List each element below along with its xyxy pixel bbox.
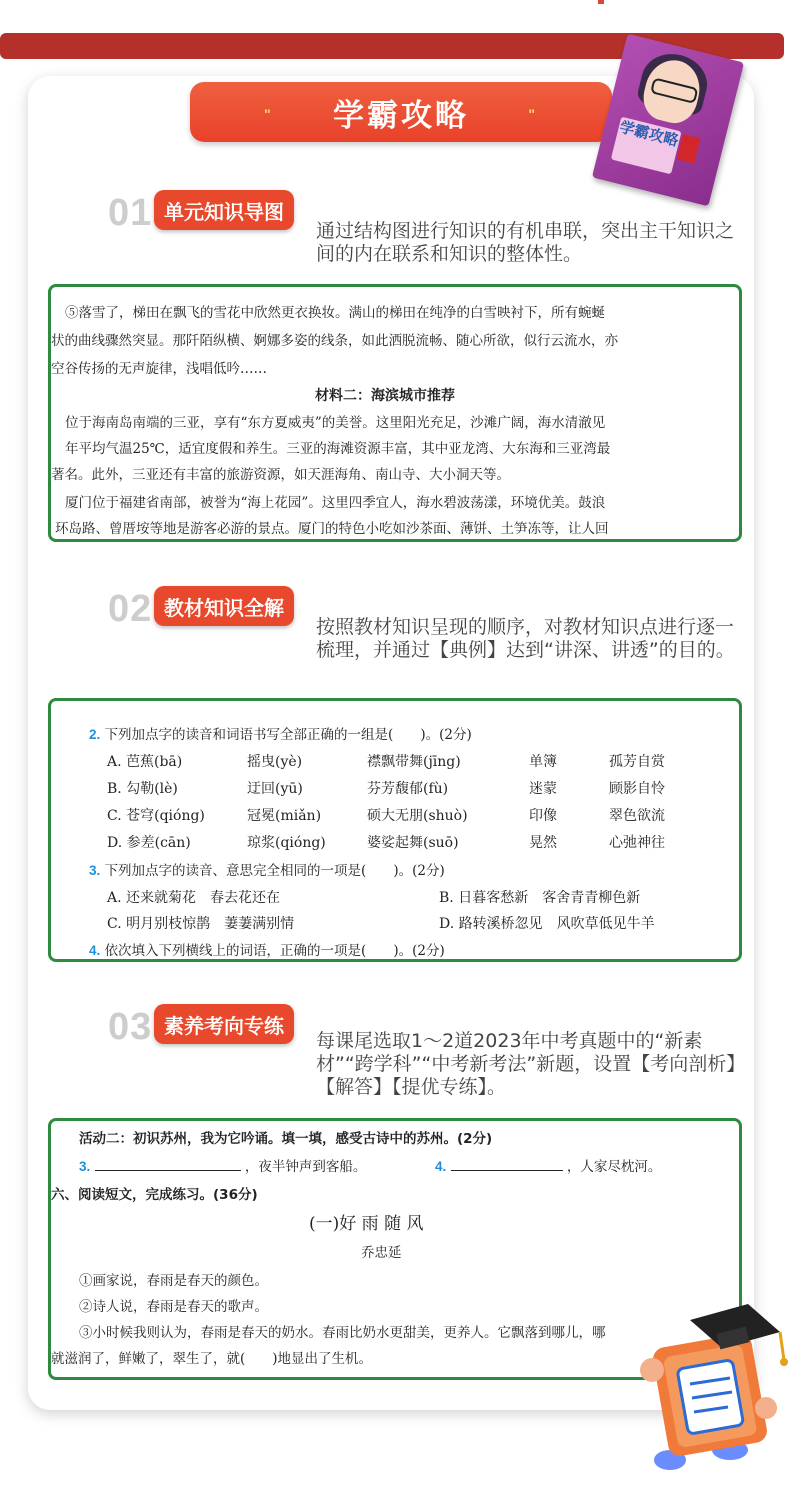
text-line: 环岛路、曾厝垵等地是游客必游的景点。厦门的特色小吃如沙茶面、薄饼、土笋冻等，让人回 bbox=[55, 521, 609, 537]
option-cell: C. 明月别枝惊鹊 萋萋满别情 bbox=[107, 916, 295, 932]
sample-page-questions bbox=[48, 698, 742, 962]
option-cell: A. 芭蕉(bā) bbox=[107, 754, 183, 770]
question bbox=[89, 859, 445, 879]
section-description: 每课尾选取1～2道2023年中考真题中的“新素材”“跨学科”“中考新考法”新题，设置【考向剖析】【解答】【提优专练】。 bbox=[316, 1030, 746, 1098]
activity-text: 活动二：初识苏州，我为它吟诵。填一填，感受古诗中的苏州。(2分) bbox=[79, 1131, 493, 1147]
option-cell: 晃然 bbox=[529, 835, 557, 851]
question-text: 下列加点字的读音和词语书写全部正确的一组是( )。(2分) bbox=[104, 727, 472, 743]
option-cell: 摇曳(yè) bbox=[247, 754, 303, 770]
option-cell: 翠色欲流 bbox=[609, 808, 665, 824]
option-cell: 婆娑起舞(suō) bbox=[367, 835, 459, 851]
section-number: 01 bbox=[108, 192, 153, 234]
text-line: 著名。此外，三亚还有丰富的旅游资源，如天涯海角、南山寺、大小洞天等。 bbox=[51, 467, 510, 483]
section-tag: 教材知识全解 bbox=[154, 586, 294, 626]
text-line: 厦门位于福建省南部，被誉为“海上花园”。这里四季宜人，海水碧波荡漾，环境优美。鼓浪 bbox=[65, 495, 606, 511]
option-cell: 硕大无朋(shuò) bbox=[367, 808, 468, 824]
text-line: ⑤落雪了，梯田在飘飞的雪花中欣然更衣换妆。满山的梯田在纯净的白雪映衬下，所有蜿蜒 bbox=[65, 305, 605, 321]
option-cell: 迂回(yū) bbox=[247, 781, 303, 797]
option-cell: 心弛神往 bbox=[609, 835, 665, 851]
section-tag: 单元知识导图 bbox=[154, 190, 294, 230]
question-text: ，人家尽枕河。 bbox=[566, 1159, 662, 1175]
passage-title: (一)好 雨 随 风 bbox=[309, 1214, 424, 1234]
question-number: 4. bbox=[435, 1159, 447, 1174]
option-cell: D. 参差(cān) bbox=[107, 835, 191, 851]
fill-blank bbox=[79, 1155, 366, 1175]
quote-mark-left: " bbox=[264, 106, 274, 122]
question-text: ，夜半钟声到客船。 bbox=[244, 1159, 367, 1175]
text-line: 状的曲线骤然突显。那阡陌纵横、婀娜多姿的线条，如此洒脱流畅、随心所欲，似行云流水，亦 bbox=[51, 333, 618, 349]
section-tag: 素养考向专练 bbox=[154, 1004, 294, 1044]
section-number: 03 bbox=[108, 1006, 153, 1048]
option-cell: 芬芳馥郁(fù) bbox=[367, 781, 449, 797]
option-cell: 琼浆(qióng) bbox=[247, 835, 326, 851]
option-cell: 顾影自怜 bbox=[609, 781, 665, 797]
paragraph: ①画家说，春雨是春天的颜色。 bbox=[79, 1273, 268, 1289]
mascot-illustration bbox=[630, 1300, 790, 1488]
section-description: 按照教材知识呈现的顺序，对教材知识点进行逐一梳理，并通过【典例】达到“讲深、讲透”的目的。 bbox=[316, 616, 735, 661]
question-text: 依次填入下列横线上的词语，正确的一项是( )。(2分) bbox=[104, 943, 445, 959]
option-cell: C. 苍穹(qióng) bbox=[107, 808, 205, 824]
question bbox=[89, 939, 445, 959]
text-line: 位于海南岛南端的三亚，享有“东方夏威夷”的美誉。这里阳光充足，沙滩广阔，海水清澈见 bbox=[65, 415, 606, 431]
paragraph: ③小时候我则认为，春雨是春天的奶水。春雨比奶水更甜美，更养人。它飘落到哪儿，哪 bbox=[79, 1325, 606, 1341]
book-illustration-card bbox=[677, 134, 701, 164]
top-accent bbox=[598, 0, 604, 4]
paragraph: 就滋润了，鲜嫩了，翠生了，就( )地显出了生机。 bbox=[51, 1351, 373, 1367]
question-number: 3. bbox=[89, 863, 101, 878]
question-number: 3. bbox=[79, 1159, 91, 1174]
fill-blank bbox=[435, 1155, 661, 1175]
option-cell: D. 路转溪桥忽见 风吹草低见牛羊 bbox=[439, 916, 655, 932]
passage-author: 乔忠延 bbox=[361, 1245, 402, 1261]
text-line: 空谷传扬的无声旋律，浅唱低吟…… bbox=[51, 361, 267, 377]
text-line: 年平均气温25℃，适宜度假和养生。三亚的海滩资源丰富，其中亚龙湾、大东海和三亚湾最 bbox=[65, 441, 611, 457]
question bbox=[89, 723, 472, 743]
sample-page-reading bbox=[48, 284, 742, 542]
answer-blank bbox=[451, 1156, 563, 1171]
activity-line bbox=[79, 1127, 492, 1147]
option-cell: 冠冕(miǎn) bbox=[247, 808, 322, 824]
question-text: 下列加点字的读音、意思完全相同的一项是( )。(2分) bbox=[104, 863, 445, 879]
question-number: 4. bbox=[89, 943, 101, 958]
option-cell: A. 还来就菊花 春去花还在 bbox=[107, 890, 281, 906]
answer-blank bbox=[95, 1156, 241, 1171]
option-cell: 迷蒙 bbox=[529, 781, 557, 797]
paragraph: ②诗人说，春雨是春天的歌声。 bbox=[79, 1299, 268, 1315]
section-heading: 六、阅读短文，完成练习。(36分) bbox=[51, 1187, 258, 1203]
option-cell: 孤芳自赏 bbox=[609, 754, 665, 770]
option-cell: B. 日暮客愁新 客舍青青柳色新 bbox=[439, 890, 641, 906]
option-cell: 单簿 bbox=[529, 754, 557, 770]
header-banner bbox=[190, 82, 612, 142]
material-heading: 材料二：海滨城市推荐 bbox=[315, 388, 455, 404]
question-number: 2. bbox=[89, 727, 101, 742]
section-description: 通过结构图进行知识的有机串联，突出主干知识之间的内在联系和知识的整体性。 bbox=[316, 220, 735, 265]
book-cover-title: 学霸攻略 bbox=[611, 117, 682, 175]
option-cell: 印像 bbox=[529, 808, 557, 824]
quote-mark-right: " bbox=[528, 106, 538, 122]
section-number: 02 bbox=[108, 588, 153, 630]
option-cell: 襟飘带舞(jīng) bbox=[367, 754, 461, 770]
banner-title: 学霸攻略 bbox=[333, 97, 469, 134]
option-cell: B. 勾勒(lè) bbox=[107, 781, 178, 797]
